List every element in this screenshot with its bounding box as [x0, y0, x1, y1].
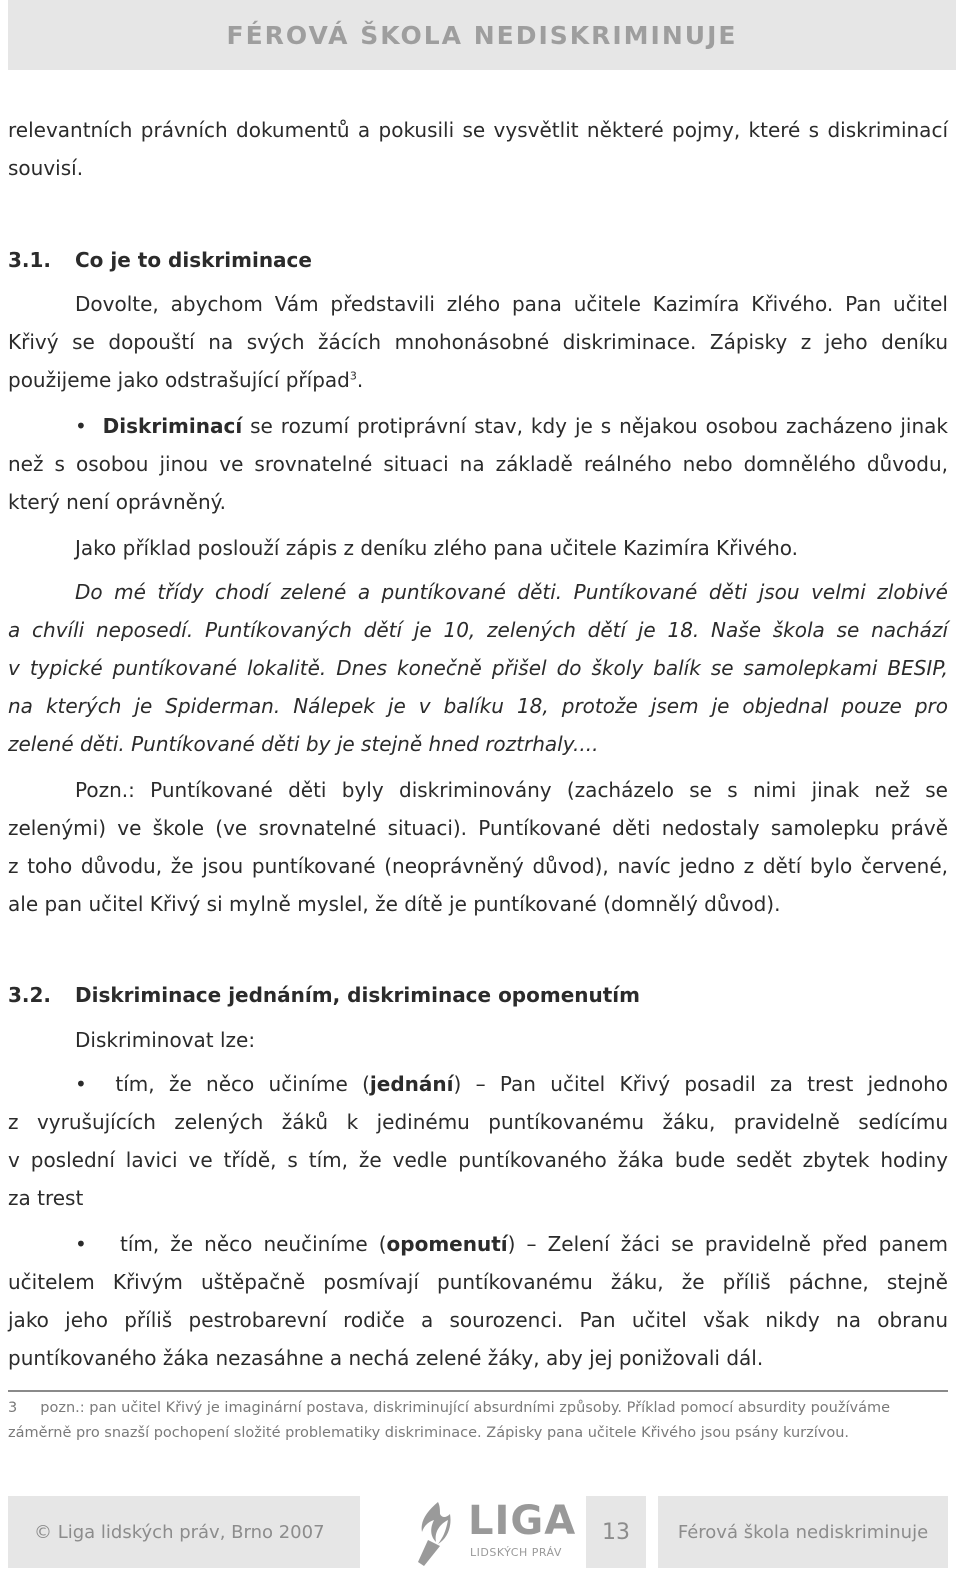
paragraph-text: použijeme jako odstrašující případ — [8, 368, 350, 392]
section-number: 3.1. — [8, 248, 52, 272]
bullet-term: jednání — [369, 1072, 454, 1096]
bullet-line: puntíkovaného žáka nezasáhne a nechá zelené žáky, aby jej ponižovali dál. — [8, 1346, 764, 1370]
paragraph-text: . — [356, 368, 364, 392]
bullet-text: tím, že něco učiníme ( — [115, 1072, 370, 1096]
liga-logo — [380, 1496, 577, 1568]
footnote-line: záměrně pro snazší pochopení složité problematiky diskriminace. Zápisky pana učitele Křivého jsou psány kurzívou. — [8, 1425, 850, 1441]
footnote-number: 3 — [8, 1400, 18, 1416]
bullet-text: ) – Pan učitel Křivý posadil za trest jednoho — [453, 1072, 949, 1096]
section-intro: Diskriminovat lze: — [75, 1028, 256, 1052]
definition-term: Diskriminací — [102, 414, 243, 438]
bullet-line: v poslední lavici ve třídě, s tím, že vedle puntíkovaného žáka bude sedět zbytek hodiny — [8, 1148, 948, 1172]
definition-line: než s osobou jinou ve srovnatelné situaci na základě reálného nebo domnělého důvodu, — [8, 452, 948, 476]
section-number: 3.2. — [8, 983, 52, 1007]
definition-line: který není oprávněný. — [8, 490, 226, 514]
definition-line — [8, 414, 948, 438]
logo-subtitle: LIDSKÝCH PRÁV — [470, 1546, 562, 1559]
diary-line: zelené děti. Puntíkované děti by je stejně hned roztrhaly.... — [8, 732, 599, 756]
diary-line: a chvíli neposedí. Puntíkovaných dětí je 10, zelených dětí je 18. Naše škola se nachází — [8, 618, 948, 642]
paragraph-line: Křivý se dopouští na svých žácích mnohonásobné diskriminace. Zápisky z jeho deníku — [8, 330, 948, 354]
note-line: zelenými) ve škole (ve srovnatelné situaci). Puntíkované děti nedostaly samolepku právě — [8, 816, 948, 840]
bullet-term: opomenutí — [386, 1232, 508, 1256]
intro-line: relevantních právních dokumentů a pokusili se vysvětlit některé pojmy, které s diskriminací — [8, 118, 948, 142]
bullet-line: z vyrušujících zelených žáků k jedinému puntíkovanému žáku, pravidelně sedícímu — [8, 1110, 948, 1134]
footnote-divider — [8, 1390, 948, 1392]
bullet-text: tím, že něco neučiníme ( — [120, 1232, 387, 1256]
note-line: z toho důvodu, že jsou puntíkované (neoprávněný důvod), navíc jedno z dětí bylo červené, — [8, 854, 948, 878]
bullet-icon: • — [75, 1072, 87, 1096]
bullet-icon: • — [75, 414, 87, 438]
intro-line: souvisí. — [8, 156, 84, 180]
bullet-line: jako jeho příliš pestrobarevní rodiče a sourozenci. Pan učitel však nikdy na obranu — [8, 1308, 948, 1332]
definition-text: se rozumí protiprávní stav, kdy je s nějakou osobou zacházeno jinak — [242, 414, 948, 438]
footnote-text: pozn.: pan učitel Křivý je imaginární postava, diskriminující absurdními způsoby. Příklad pomocí absurdity používáme — [40, 1400, 890, 1416]
footer-title: Férová škola nediskriminuje — [677, 1521, 929, 1543]
section-heading — [8, 248, 948, 272]
footer-title-box — [658, 1496, 948, 1568]
section-title: Diskriminace jednáním, diskriminace opomenutím — [75, 983, 640, 1007]
section-heading — [8, 983, 948, 1007]
note-line: ale pan učitel Křivý si mylně myslel, že dítě je puntíkované (domnělý důvod). — [8, 892, 781, 916]
logo-text: LIGA — [468, 1498, 577, 1544]
footer-copyright-box — [8, 1496, 360, 1568]
footnote-line — [8, 1398, 948, 1418]
example-intro: Jako příklad poslouží zápis z deníku zlého pana učitele Kazimíra Křivého. — [75, 536, 799, 560]
paragraph-line — [8, 368, 948, 392]
diary-line: na kterých je Spiderman. Nálepek je v balíku 18, protože jsem je objednal pouze pro — [8, 694, 948, 718]
bullet-line — [8, 1232, 948, 1256]
page-number-box — [586, 1496, 646, 1568]
note-line: Pozn.: Puntíkované děti byly diskriminovány (zacházelo se s nimi jinak než se — [75, 778, 948, 802]
diary-line: v typické puntíkované lokalitě. Dnes konečně přišel do školy balík se samolepkami BESIP, — [8, 656, 948, 680]
bullet-line: za trest — [8, 1186, 84, 1210]
footnote-reference[interactable]: 3 — [349, 369, 357, 383]
footer-copyright: © Liga lidských práv, Brno 2007 — [34, 1521, 325, 1543]
paragraph-line: Dovolte, abychom Vám představili zlého pana učitele Kazimíra Křivého. Pan učitel — [75, 292, 948, 316]
bullet-line: učitelem Křivým uštěpačně posmívají puntíkovanému žáku, že příliš páchne, stejně — [8, 1270, 948, 1294]
diary-line: Do mé třídy chodí zelené a puntíkované děti. Puntíkované děti jsou velmi zlobivé — [75, 580, 948, 604]
page-header — [8, 0, 956, 70]
bullet-line — [8, 1072, 948, 1096]
page-number: 13 — [602, 1519, 630, 1545]
bullet-text: ) – Zelení žáci se pravidelně před panem — [507, 1232, 949, 1256]
header-title: FÉROVÁ ŠKOLA NEDISKRIMINUJE — [226, 20, 738, 50]
section-title: Co je to diskriminace — [75, 248, 312, 272]
bullet-icon: • — [75, 1232, 87, 1256]
torch-icon — [380, 1496, 464, 1568]
